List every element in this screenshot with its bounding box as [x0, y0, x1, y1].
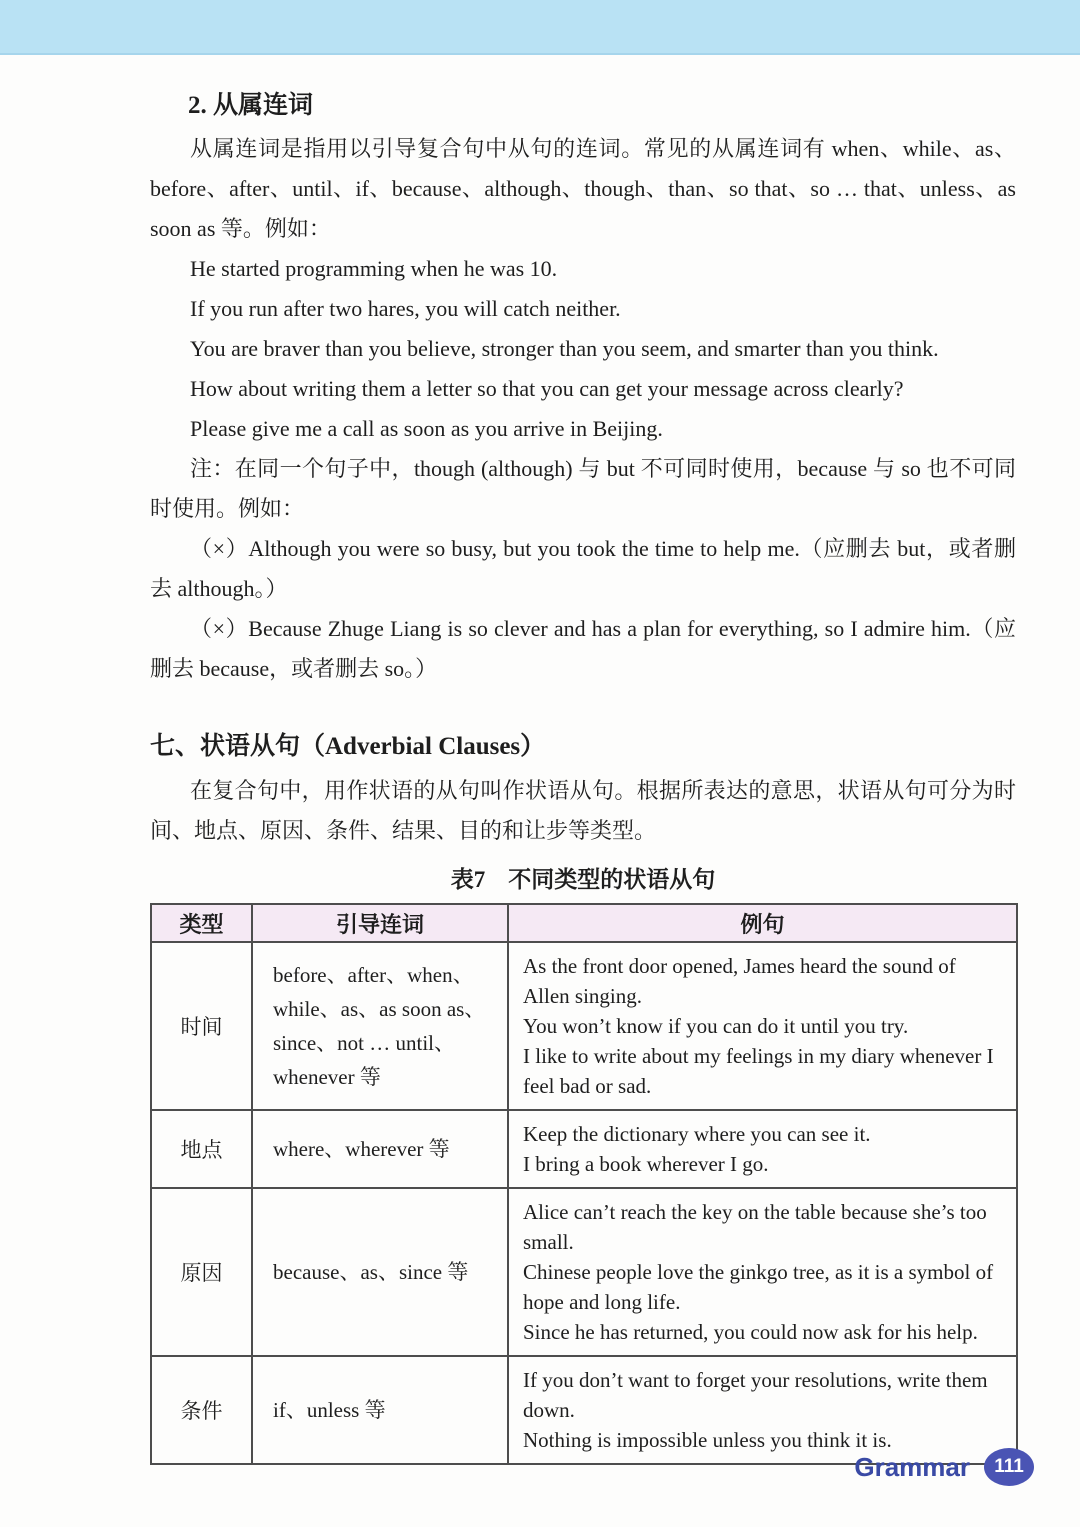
type-cell: 条件 [151, 1356, 252, 1464]
page-content [150, 55, 1016, 1465]
example-sentence: Nothing is impossible unless you think it is. [523, 1428, 892, 1452]
example-sentence: I like to write about my feelings in my diary whenever I feel bad or sad. [523, 1044, 994, 1098]
table-row [151, 1188, 1017, 1356]
example-sentence: Since he has returned, you could now ask for his help. [523, 1320, 978, 1344]
example-sentence: How about writing them a letter so that you can get your message across clearly? [190, 376, 904, 401]
example-sentence: As the front door opened, James heard the sound of Allen singing. [523, 954, 956, 1008]
example-sentence: Please give me a call as soon as you arrive in Beijing. [190, 416, 663, 441]
conjunctions-cell: if、unless 等 [252, 1356, 508, 1464]
table-caption: 表7 不同类型的状语从句 [450, 867, 716, 892]
example-sentence: If you don’t want to forget your resolutions, write them down. [523, 1368, 988, 1422]
wrong-example-sentence: （×）Because Zhuge Liang is so clever and has a plan for everything, so I admire him.（应删去 because，或者删去 so。） [150, 616, 1016, 681]
example-sentence: He started programming when he was 10. [190, 256, 558, 281]
conjunctions-cell: where、wherever 等 [252, 1110, 508, 1188]
example-sentence: I bring a book wherever I go. [523, 1152, 769, 1176]
type-cell: 地点 [151, 1110, 252, 1188]
adverbial-clause-table [150, 903, 1018, 1465]
examples-cell [508, 1188, 1017, 1356]
page-top-band [0, 0, 1080, 55]
conjunctions-cell: before、after、when、while、as、as soon as、since、not … until、whenever 等 [252, 942, 508, 1110]
page-number-badge: 111 [984, 1448, 1034, 1486]
example-sentence: If you run after two hares, you will catch neither. [190, 296, 621, 321]
usage-note-paragraph: 注：在同一个句子中，though (although) 与 but 不可同时使用，because 与 so 也不可同时使用。例如： [150, 456, 1016, 521]
page-footer [854, 1448, 1034, 1486]
example-sentence: You are braver than you believe, stronger than you seem, and smarter than you think. [190, 336, 939, 361]
example-sentence: Chinese people love the ginkgo tree, as it is a symbol of hope and long life. [523, 1260, 994, 1314]
table-header-type: 类型 [151, 904, 252, 942]
wrong-example-sentence: （×）Although you were so busy, but you took the time to help me.（应删去 but，或者删去 although。） [150, 536, 1016, 601]
table-header-row [151, 904, 1017, 942]
table-row [151, 1110, 1017, 1188]
conjunctions-cell: because、as、since 等 [252, 1188, 508, 1356]
footer-section-label: Grammar [854, 1451, 970, 1482]
table-row [151, 942, 1017, 1110]
adverbial-clauses-heading: 七、状语从句（Adverbial Clauses） [150, 733, 546, 760]
example-sentence: You won’t know if you can do it until you try. [523, 1014, 909, 1038]
subordinating-conjunction-heading: 2. 从属连词 [188, 92, 314, 119]
type-cell: 时间 [151, 942, 252, 1110]
adverbial-intro-paragraph: 在复合句中，用作状语的从句叫作状语从句。根据所表达的意思，状语从句可分为时间、地点、原因、条件、结果、目的和让步等类型。 [150, 778, 1016, 843]
table-header-conjunctions: 引导连词 [252, 904, 508, 942]
example-sentence: Keep the dictionary where you can see it. [523, 1122, 871, 1146]
type-cell: 原因 [151, 1188, 252, 1356]
examples-cell [508, 1110, 1017, 1188]
example-sentence: Alice can’t reach the key on the table because she’s too small. [523, 1200, 987, 1254]
subordinating-intro-paragraph: 从属连词是指用以引导复合句中从句的连词。常见的从属连词有 when、while、as、before、after、until、if、because、although、though、than、so that、so … that、unless、as soon as 等。例如： [150, 136, 1016, 241]
table-header-examples: 例句 [508, 904, 1017, 942]
examples-cell [508, 942, 1017, 1110]
